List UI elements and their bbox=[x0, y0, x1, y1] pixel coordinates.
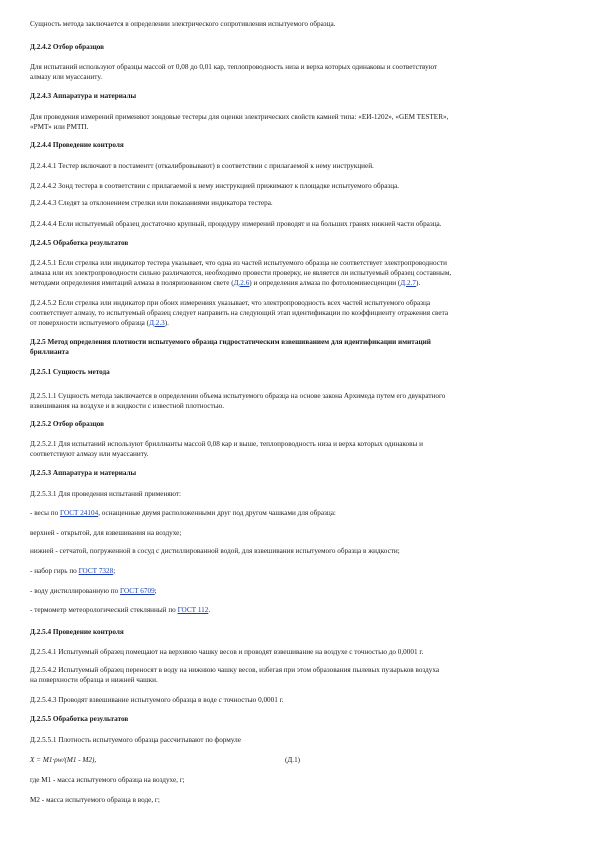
paragraph: Д.2.4.4.3 Следят за отклонением стрелки или показаниями индикатора тестера. bbox=[30, 199, 273, 207]
list-item: нижней - сетчатой, погруженной в сосуд с дистиллированной водой, для взвешивания испытуемого образца в жидкости; bbox=[30, 547, 400, 555]
text-segment: - весы по bbox=[30, 509, 60, 517]
section-heading: Д.2.4.3 Аппаратура и материалы bbox=[30, 92, 137, 100]
paragraph-line bbox=[30, 318, 570, 328]
text-segment: ) и определения алмаза по фотолюминесценции ( bbox=[249, 279, 401, 287]
text-segment: методами определения имитаций алмаза в поляризованном свете ( bbox=[30, 279, 234, 287]
paragraph-line: взвешивания на воздухе и в жидкости с известной плотностью. bbox=[30, 402, 225, 410]
formula-line bbox=[30, 755, 570, 765]
paragraph: Сущность метода заключается в определении электрического сопротивления испытуемого образца. bbox=[30, 20, 336, 28]
list-item bbox=[30, 586, 570, 596]
paragraph-line: на поверхности образца и нижней чашки. bbox=[30, 676, 158, 684]
paragraph: где М1 - масса испытуемого образца на воздухе, г; bbox=[30, 776, 185, 784]
list-item bbox=[30, 566, 570, 576]
text-segment: , оснащенные двумя расположенными друг под другом чашками для образца: bbox=[98, 509, 336, 517]
text-segment: - набор гирь по bbox=[30, 567, 79, 575]
paragraph: Д.2.4.4.2 Зонд тестера в соответствии с прилагаемой к нему инструкцией прижимают к площадке испытуемого образца. bbox=[30, 182, 400, 190]
paragraph-line: соответствуют алмазу или муассаниту. bbox=[30, 450, 149, 458]
paragraph-line: Для испытаний используют образцы массой от 0,08 до 0,01 кар, теплопроводность низа и верха которых одинаковы и соответствуют bbox=[30, 63, 438, 71]
link-d-2-6[interactable]: Д.2.6 bbox=[233, 279, 250, 287]
section-heading: Д.2.5 Метод определения плотности испытуемого образца гидростатическим взвешиванием для идентификации имитаций bbox=[30, 338, 431, 346]
link-d-2-3[interactable]: Д.2.3 bbox=[149, 319, 165, 327]
paragraph-line: Д.2.4.5.2 Если стрелка или индикатор при обоих измерениях указывает, что электропроводность всех частей испытуемого образца bbox=[30, 299, 431, 307]
paragraph-line bbox=[30, 278, 570, 288]
paragraph: М2 - масса испытуемого образца в воде, г; bbox=[30, 796, 160, 804]
text-segment: ; bbox=[113, 567, 116, 575]
section-heading: Д.2.4.2 Отбор образцов bbox=[30, 43, 105, 51]
section-heading: Д.2.5.4 Проведение контроля bbox=[30, 628, 124, 636]
list-item: верхней - открытой, для взвешивания на воздухе; bbox=[30, 529, 182, 537]
text-segment: . bbox=[208, 606, 211, 614]
section-heading: Д.2.4.5 Обработка результатов bbox=[30, 239, 129, 247]
list-item bbox=[30, 508, 570, 518]
paragraph-line: Д.2.4.5.1 Если стрелка или индикатор тестера указывает, что одна из частей испытуемого образца не соответствует электропроводности bbox=[30, 259, 447, 267]
section-heading: бриллианта bbox=[30, 348, 69, 356]
paragraph: Д.2.5.4.3 Проводят взвешивание испытуемого образца в воде с точностью 0,0001 г. bbox=[30, 696, 284, 704]
formula-number: (Д.1) bbox=[285, 756, 301, 764]
text-segment: от поверхности испытуемого образца ( bbox=[30, 319, 150, 327]
text-segment: ; bbox=[154, 587, 157, 595]
link-gost-24104[interactable]: ГОСТ 24104 bbox=[59, 509, 99, 517]
section-heading: Д.2.5.1 Сущность метода bbox=[30, 368, 110, 376]
paragraph-line: Д.2.5.4.2 Испытуемый образец переносят в воду на нижнюю чашку весов, избегая при этом образования пылевых пузырьков воздуха bbox=[30, 666, 440, 674]
paragraph: Д.2.4.4.1 Тестер включают в постаментт (откалибровывают) в соответствии с прилагаемой к нему инструкцией. bbox=[30, 162, 374, 170]
section-heading: Д.2.5.5 Обработка результатов bbox=[30, 715, 129, 723]
paragraph: Д.2.4.4.4 Если испытуемый образец достаточно крупный, процедуру измерений проводят и на больших гранях нижней части образца. bbox=[30, 220, 442, 228]
list-item bbox=[30, 605, 570, 615]
paragraph: Д.2.5.5.1 Плотность испытуемого образца рассчитывают по формуле bbox=[30, 736, 241, 744]
paragraph-line: алмазу или муассаниту. bbox=[30, 73, 102, 81]
paragraph-line: «РМТ» или РМТП. bbox=[30, 123, 89, 131]
link-gost-7328[interactable]: ГОСТ 7328 bbox=[78, 567, 114, 575]
paragraph-line: Д.2.5.2.1 Для испытаний используют бриллианты массой 0,08 кар и выше, теплопроводность низа и верха которых одинаковы и bbox=[30, 440, 423, 448]
text-segment: - воду дистиллированную по bbox=[30, 587, 121, 595]
link-gost-112[interactable]: ГОСТ 112 bbox=[177, 606, 209, 614]
paragraph-line: Для проведения измерений применяют зондовые тестеры для оценки электрических свойств камней типа: «ЕИ-1202», «GEM TESTER», bbox=[30, 113, 449, 121]
paragraph-line: алмаза или их электропроводности сильно различаются, необходимо провести проверку, не является ли испытуемый образец составным, bbox=[30, 269, 452, 277]
paragraph-line: Д.2.5.1.1 Сущность метода заключается в определении объема испытуемого образца на основе закона Архимеда путем его двукратного bbox=[30, 392, 446, 400]
section-heading: Д.2.5.2 Отбор образцов bbox=[30, 420, 105, 428]
paragraph: Д.2.5.4.1 Испытуемый образец помещают на верхнюю чашку весов и проводят взвешивание на воздухе с точностью до 0,0001 г. bbox=[30, 648, 424, 656]
paragraph: Д.2.5.3.1 Для проведения испытаний применяют: bbox=[30, 490, 182, 498]
section-heading: Д.2.4.4 Проведение контроля bbox=[30, 141, 124, 149]
section-heading: Д.2.5.3 Аппаратура и материалы bbox=[30, 469, 137, 477]
text-segment: - термометр метеорологический стеклянный по bbox=[30, 606, 178, 614]
link-d-2-7[interactable]: Д.2.7 bbox=[400, 279, 416, 287]
paragraph-line: соответствует алмазу, то испытуемый образец следует направить на следующий этап идентификации по коэффициенту отражения света bbox=[30, 309, 449, 317]
text-segment: ). bbox=[415, 279, 421, 287]
link-gost-6709[interactable]: ГОСТ 6709 bbox=[120, 587, 155, 595]
text-segment: ). bbox=[164, 319, 169, 327]
formula: Х = М1·ρw/(М1 - М2), bbox=[30, 756, 97, 764]
